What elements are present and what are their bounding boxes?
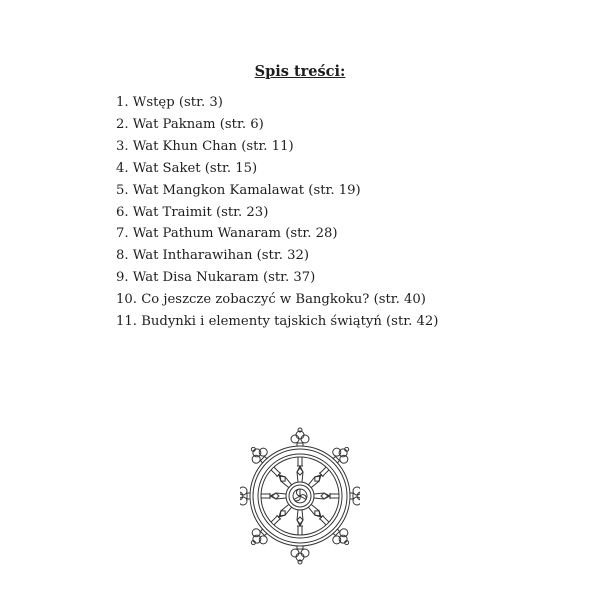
toc-item: 11. Budynki i elementy tajskich świątyń (str. 42) bbox=[116, 314, 439, 330]
toc-item: 4. Wat Saket (str. 15) bbox=[116, 160, 258, 176]
toc-item: 10. Co jeszcze zobaczyć w Bangkoku? (str. 40) bbox=[116, 292, 426, 308]
toc-item: 3. Wat Khun Chan (str. 11) bbox=[116, 138, 294, 154]
toc-item: 2. Wat Paknam (str. 6) bbox=[116, 116, 264, 132]
toc-item: 1. Wstęp (str. 3) bbox=[116, 95, 223, 110]
toc-item: 5. Wat Mangkon Kamalawat (str. 19) bbox=[116, 182, 361, 198]
toc-title: Spis treści: bbox=[254, 63, 346, 80]
dharma-wheel-icon bbox=[240, 420, 360, 572]
toc-item: 6. Wat Traimit (str. 23) bbox=[116, 204, 269, 220]
toc-item: 9. Wat Disa Nukaram (str. 37) bbox=[116, 270, 316, 286]
toc-item: 7. Wat Pathum Wanaram (str. 28) bbox=[116, 226, 338, 242]
table-of-contents bbox=[116, 92, 438, 333]
toc-item: 8. Wat Intharawihan (str. 32) bbox=[116, 248, 310, 264]
